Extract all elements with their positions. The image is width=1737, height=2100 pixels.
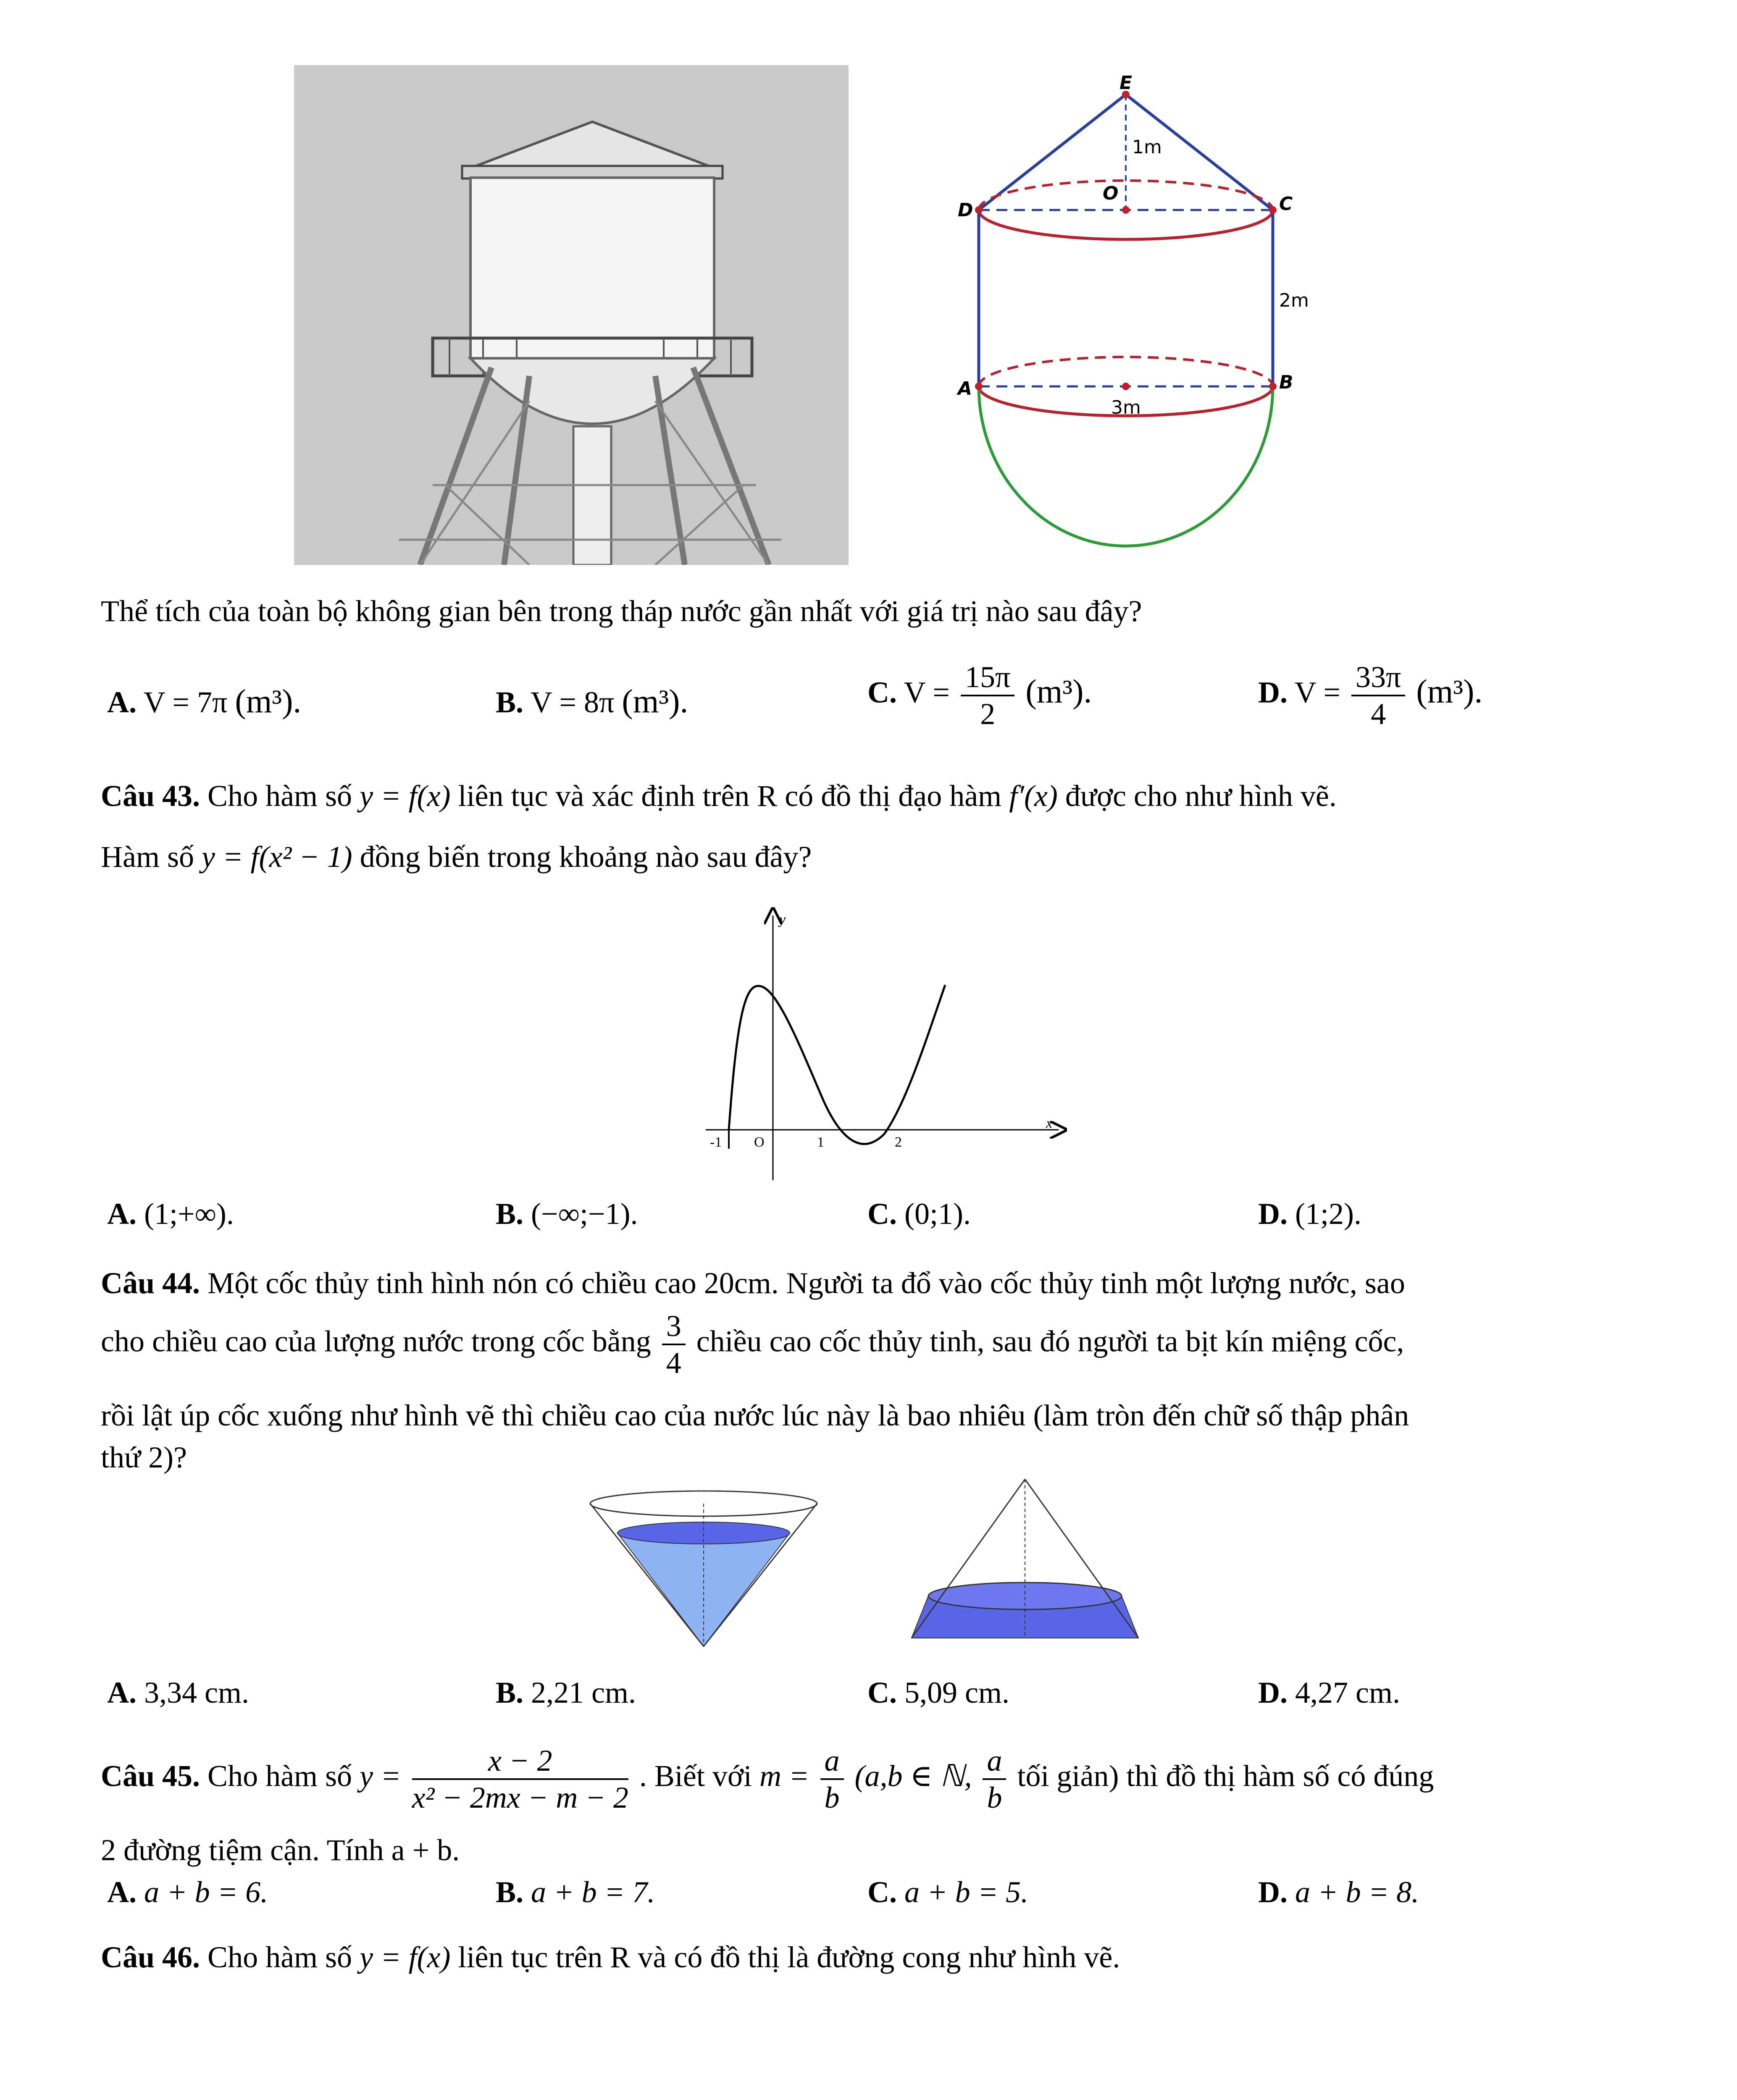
q43-line1: Câu 43. Cho hàm số y = f(x) liên tục và xác định trên R có đồ thị đạo hàm f′(x) được cho như hình vẽ. [101,779,1337,813]
cone-upright-figure [586,1487,821,1655]
q42-option-a[interactable]: A. V = 7π (m³). [107,683,302,720]
label-3m: 3m [1111,397,1141,418]
water-tower-photo [294,65,849,565]
q43-line2: Hàm số y = f(x² − 1) đồng biến trong khoảng nào sau đây? [101,840,812,874]
label-D: D [958,200,973,221]
tick-neg1: -1 [710,1134,722,1150]
fraction: $\frac{33\pi}{4}$ [1351,659,1405,732]
q45-option-b[interactable]: B. a + b = 7. [496,1875,655,1909]
q46-line1: Câu 46. Cho hàm số y = f(x) liên tục trên R và có đồ thị là đường cong như hình vẽ. [101,1940,1120,1974]
label-O: O [1103,183,1119,204]
q42-option-b[interactable]: B. V = 8π (m³). [496,683,688,720]
q42-option-c[interactable]: C. V = $\frac{15\pi}{2}$ (m³). [867,660,1092,731]
derivative-graph [697,907,1067,1184]
q43-option-c[interactable]: C. (0;1). [867,1197,971,1231]
axis-y-label: y [779,912,786,927]
tick-2: 2 [895,1134,902,1150]
q42-option-d[interactable]: D. V = $\frac{33\pi}{4}$ (m³). [1258,660,1483,731]
q44-option-a[interactable]: A. 3,34 cm. [107,1676,249,1709]
q45-option-d[interactable]: D. a + b = 8. [1258,1875,1419,1909]
tower-diagram [945,67,1323,567]
fraction: $\frac{a}{b}$ [820,1743,844,1815]
fraction: $\frac{3}{4}$ [662,1308,686,1381]
q45-option-a[interactable]: A. a + b = 6. [107,1875,268,1909]
label-E: E [1119,72,1133,94]
q45-line1: Câu 45. Cho hàm số y = $\frac{x - 2}{\text{x² − 2mx − m − 2}}$ . Biết với m = $\frac{a}{b}$ (a,b ∈ ℕ, $\frac{a}{b}$ tối giản) thì đồ thị hàm số có đúng [101,1744,1434,1814]
fraction: $\frac{15\pi}{2}$ [961,659,1014,732]
q45-option-c[interactable]: C. a + b = 5. [867,1875,1029,1909]
q44-option-d[interactable]: D. 4,27 cm. [1258,1676,1400,1709]
fraction: $\frac{x - 2}{\text{x² − 2mx − m − 2}}$ [412,1744,628,1814]
fraction: $\frac{a}{b}$ [983,1743,1006,1815]
q44-line3: rồi lật úp cốc xuống như hình vẽ thì chiều cao của nước lúc này là bao nhiêu (làm tròn đến chữ số thập phân [101,1399,1409,1432]
label-A: A [958,378,972,399]
cone-inverted-figure [899,1474,1151,1655]
q43-option-b[interactable]: B. (−∞;−1). [496,1197,638,1231]
tick-1: 1 [817,1134,824,1150]
q42-question: Thể tích của toàn bộ không gian bên trong tháp nước gần nhất với giá trị nào sau đây? [101,594,1142,628]
label-B: B [1279,372,1293,393]
label-1m: 1m [1132,136,1162,158]
label-2m: 2m [1279,290,1309,311]
q44-line4: thứ 2)? [101,1441,187,1474]
axis-x-label: x [1046,1116,1053,1131]
q44-option-b[interactable]: B. 2,21 cm. [496,1676,636,1709]
tick-origin: O [754,1134,765,1150]
q44-option-c[interactable]: C. 5,09 cm. [867,1676,1009,1709]
label-C: C [1279,193,1293,215]
q43-option-a[interactable]: A. (1;+∞). [107,1197,234,1231]
q44-line2: cho chiều cao của lượng nước trong cốc bằng $\frac{3}{4}$ chiều cao cốc thủy tinh, sau đó người ta bịt kín miệng cốc, [101,1309,1404,1380]
q45-line2: 2 đường tiệm cận. Tính a + b. [101,1833,460,1867]
q44-line1: Câu 44. Một cốc thủy tinh hình nón có chiều cao 20cm. Người ta đổ vào cốc thủy tinh một lượng nước, sao [101,1266,1405,1300]
q43-option-d[interactable]: D. (1;2). [1258,1197,1361,1231]
